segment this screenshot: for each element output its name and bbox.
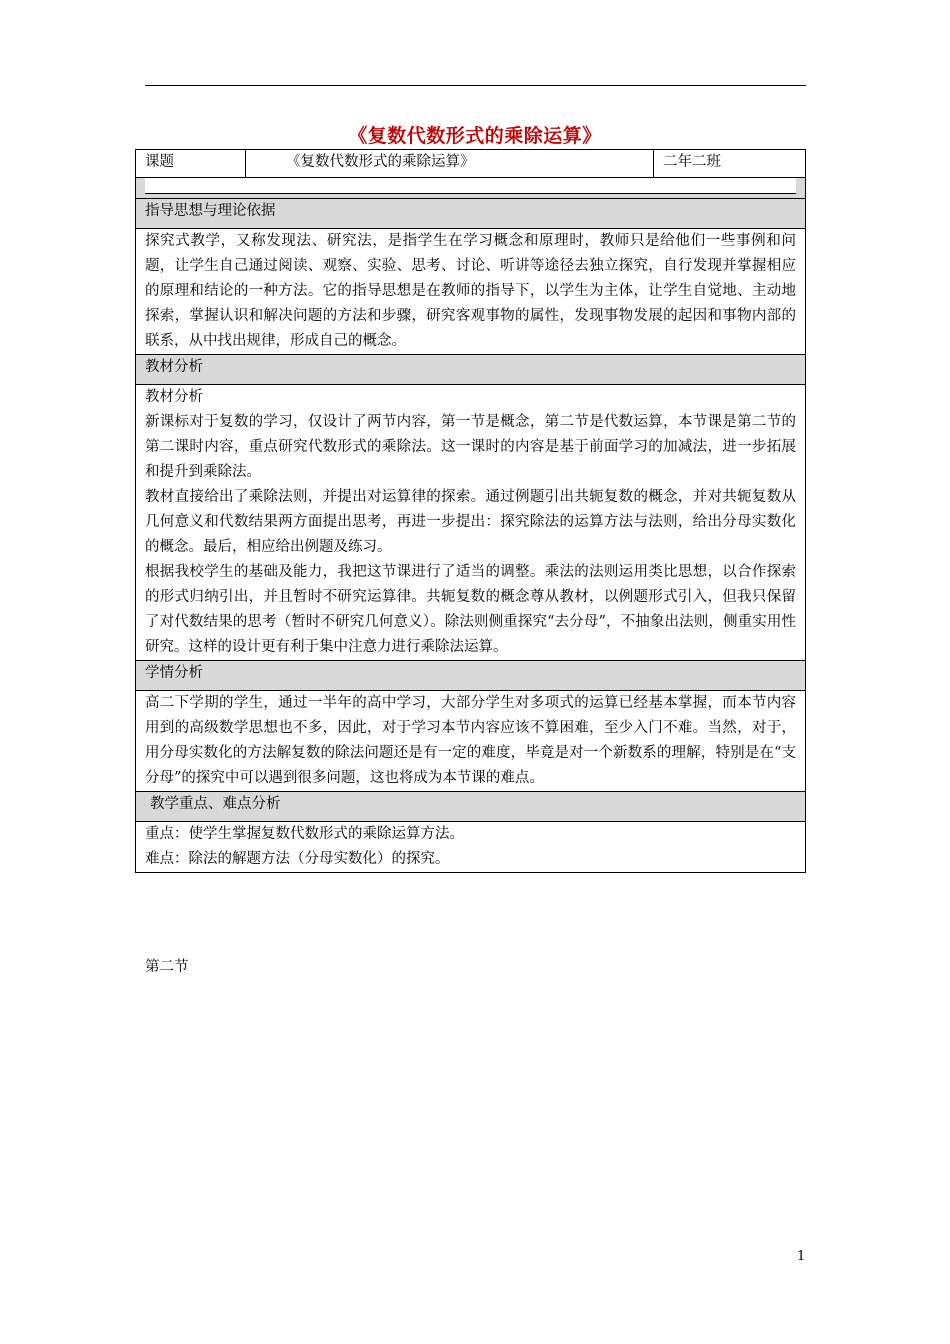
section-body-key-points xyxy=(136,822,806,873)
paragraph: 探究式教学，又称发现法、研究法，是指学生在学习概念和原理时，教师只是给他们一些事例和问题，让学生自己通过阅读、观察、实验、思考、讨论、听讲等途径去独立探究，自行发现并掌握相应的原理和结论的一种方法。它的指导思想是在教师的指导下，以学生为主体，让学生自觉地、主动地探索，掌握认识和解决问题的方法和步骤，研究客观事物的属性，发现事物发展的起因和事物内部的联系，从中找出规律，形成自己的概念。 xyxy=(145,233,796,349)
section-body-textbook-analysis xyxy=(136,385,806,661)
after-table-text: 第二节 xyxy=(145,959,189,975)
page-number: 1 xyxy=(797,1249,806,1264)
paragraph: 根据我校学生的基础及能力，我把这节课进行了适当的调整。乘法的法则运用类比思想，以合作探索的形式归纳引出，并且暂时不研究运算律。共轭复数的概念尊从教材，以例题形式引入，但我只保留了对代数结果的思考（暂时不研究几何意义）。除法则侧重探究“去分母”，不抽象出法则，侧重实用性研究。这样的设计更有利于集中注意力进行乘除法运算。 xyxy=(145,564,796,655)
section-heading-textbook-analysis: 教材分析 xyxy=(136,355,806,385)
topic-label: 课题 xyxy=(136,150,246,178)
document-title: 《复数代数形式的乘除运算》 xyxy=(348,125,602,147)
section-body-student-analysis xyxy=(136,691,806,792)
header-rule xyxy=(145,85,806,86)
paragraph: 新课标对于复数的学习，仅设计了两节内容，第一节是概念，第二节是代数运算，本节课是第二节的第二课时内容，重点研究代数形式的乘除法。这一课时的内容是基于前面学习的加减法，进一步拓展和提升到乘除法。 xyxy=(145,414,796,480)
class-value: 二年二班 xyxy=(654,150,806,178)
lesson-plan-table xyxy=(135,149,806,873)
section-heading-key-points: 教学重点、难点分析 xyxy=(136,792,806,822)
section-heading-student-analysis: 学情分析 xyxy=(136,661,806,691)
spacer-row xyxy=(136,178,806,199)
topic-row xyxy=(136,150,806,178)
section-body-guiding-thought xyxy=(136,229,806,355)
topic-value: 《复数代数形式的乘除运算》 xyxy=(246,150,654,178)
paragraph: 高二下学期的学生，通过一半年的高中学习，大部分学生对多项式的运算已经基本掌握，而本节内容用到的高级数学思想也不多，因此，对于学习本节内容应该不算困难，至少入门不难。当然，对于，用分母实数化的方法解复数的除法问题还是有一定的难度，毕竟是对一个新数系的理解，特别是在“支分母”的探究中可以遇到很多问题，这也将成为本节课的难点。 xyxy=(145,695,796,786)
paragraph: 教材分析 xyxy=(145,389,203,405)
paragraph: 重点：使学生掌握复数代数形式的乘除运算方法。 xyxy=(145,826,464,842)
paragraph: 难点：除法的解题方法（分母实数化）的探究。 xyxy=(145,851,450,867)
paragraph: 教材直接给出了乘除法则，并提出对运算律的探索。通过例题引出共轭复数的概念，并对共轭复数从几何意义和代数结果两方面提出思考，再进一步提出：探究除法的运算方法与法则，给出分母实数化的概念。最后，相应给出例题及练习。 xyxy=(145,489,796,555)
section-heading-guiding-thought: 指导思想与理论依据 xyxy=(136,199,806,229)
